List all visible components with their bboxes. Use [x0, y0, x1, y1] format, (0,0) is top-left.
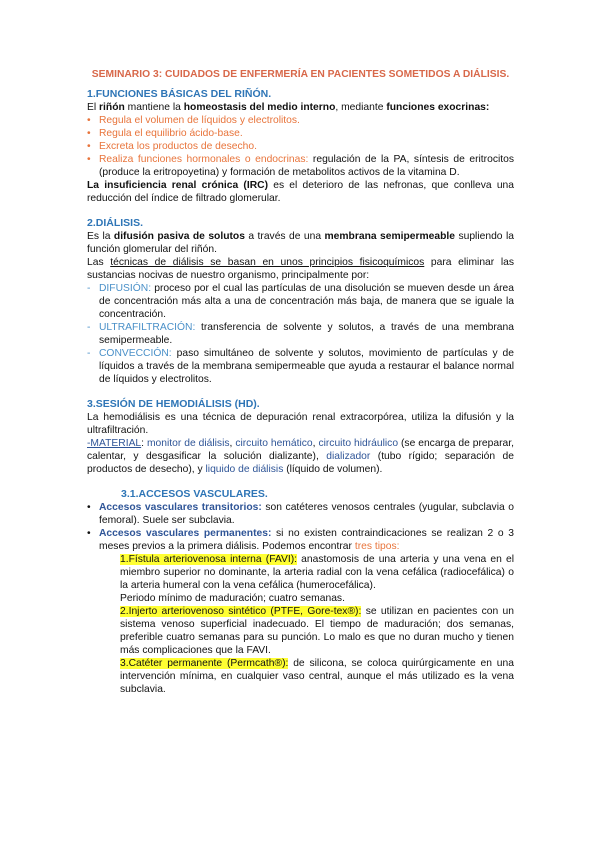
dash-icon: -	[87, 322, 91, 333]
list-item: - DIFUSIÓN: proceso por el cual las partículas de una disolución se mueven desde un área de concentración más alta a una de concentración más baja, de manera que se iguale la concentración.	[87, 283, 514, 320]
dash-icon: -	[87, 348, 91, 359]
s2-list	[87, 282, 514, 386]
list-item: • Accesos vasculares transitorios: son catéteres venosos centrales (yugular, subclavia o femoral). Suele ser subclavia.	[87, 502, 514, 526]
bullet-icon: •	[87, 128, 91, 139]
bullet-icon: •	[87, 141, 91, 152]
bullet-icon: •	[87, 115, 91, 126]
list-item: • Regula el volumen de líquidos y electrolitos.	[87, 115, 300, 126]
list-item: - CONVECCIÓN: paso simultáneo de solvente y solutos, movimiento de partículas y de líquidos a través de la membrana semipermeable que ayuda a restaurar el balance normal de líquidos y electrolitos.	[87, 348, 514, 385]
tipo-3: 3.Catéter permanente (Permcath®): de silicona, se coloca quirúrgicamente en una intervención mínima, en cualquier vaso central, aunque el más utilizado es la vena subclavia.	[120, 658, 514, 695]
subsection-heading-3-1: 3.1.ACCESOS VASCULARES.	[121, 488, 268, 500]
bullet-icon: •	[87, 154, 91, 165]
section-heading-1: 1.FUNCIONES BÁSICAS DEL RIÑÓN.	[87, 88, 272, 100]
s2-paragraph-2: Las técnicas de diálisis se basan en unos principios fisicoquímicos para eliminar las sustancias nocivas de nuestro organismo, principalmente por:	[87, 257, 514, 281]
document-title: SEMINARIO 3: CUIDADOS DE ENFERMERÍA EN PACIENTES SOMETIDOS A DIÁLISIS.	[91, 69, 510, 80]
s1-list	[87, 114, 514, 179]
list-item: - ULTRAFILTRACIÓN: transferencia de solvente y solutos, a través de una membrana semipermeable.	[87, 322, 514, 346]
s2-paragraph-1: Es la difusión pasiva de solutos a través de una membrana semipermeable supliendo la función glomerular del riñón.	[87, 231, 514, 255]
irc-paragraph: La insuficiencia renal crónica (IRC) es el deterioro de las nefronas, que conlleva una reducción del índice de filtrado glomerular.	[87, 180, 514, 204]
material-paragraph: -MATERIAL: monitor de diálisis, circuito hemático, circuito hidráulico (se encarga de preparar, calentar, y desgasificar la solución dializante), dializador (tubo rígido; separación de productos de desecho), y liquido de diálisis (líquido de volumen).	[87, 438, 514, 475]
s1-intro: El riñón mantiene la homeostasis del medio interno, mediante funciones exocrinas:	[87, 102, 490, 113]
list-item: • Realiza funciones hormonales o endocrinas: regulación de la PA, síntesis de eritrocitos (produce la eritropoyetina) y formación de metabolitos activos de la vitamina D.	[87, 154, 514, 178]
list-item: • Excreta los productos de desecho.	[87, 141, 257, 152]
dash-icon: -	[87, 283, 91, 294]
tipo-2: 2.Injerto arteriovenoso sintético (PTFE, Gore-tex®): se utilizan en pacientes con un sistema venoso superficial inadecuado. El tiempo de maduración; dos semanas, preferible cuatro semanas para su punción. Lo malo es que no duran mucho y tienen más complicaciones que la FAVI.	[120, 606, 514, 656]
document-page	[87, 68, 514, 696]
bullet-icon: •	[87, 502, 91, 513]
tipo-1-maduracion: Periodo mínimo de maduración; cuatro semanas.	[120, 593, 345, 604]
list-item: • Regula el equilibrio ácido-base.	[87, 128, 243, 139]
section-heading-2: 2.DIÁLISIS.	[87, 217, 144, 229]
list-item: • Accesos vasculares permanentes: si no existen contraindicaciones se realizan 2 o 3 meses previos a la primera diálisis. Podemos encontrar tres tipos:	[87, 528, 514, 552]
tipo-1: 1.Fístula arteriovenosa interna (FAVI): anastomosis de una arteria y una vena en el miembro superior no dominante, la arteria radial con la vena cefálica (radiocefálica) o la arteria humeral con la vena cefálica (humerocefálica).	[120, 554, 515, 591]
section-heading-3: 3.SESIÓN DE HEMODIÁLISIS (HD).	[87, 398, 260, 410]
s31-list	[87, 501, 514, 553]
s3-paragraph-1: La hemodiálisis es una técnica de depuración renal extracorpórea, utiliza la difusión y la ultrafiltración.	[87, 412, 514, 436]
bullet-icon: •	[87, 528, 91, 539]
